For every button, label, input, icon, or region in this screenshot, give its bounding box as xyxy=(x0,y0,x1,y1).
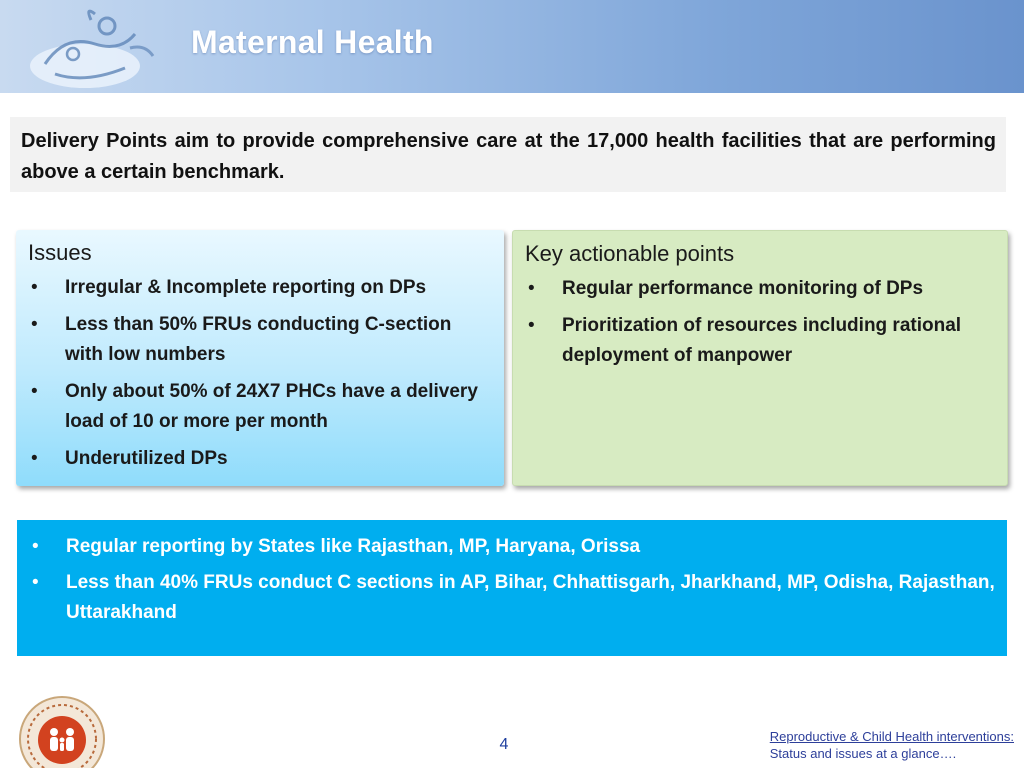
list-item: • Prioritization of resources including rational deployment of manpower xyxy=(525,311,995,371)
list-item: • Less than 50% FRUs conducting C-section with low numbers xyxy=(28,310,492,370)
actions-card xyxy=(512,230,1008,486)
list-item: • Regular performance monitoring of DPs xyxy=(525,274,995,304)
footer-title: Reproductive & Child Health interventions: xyxy=(769,729,1014,744)
bullet-icon: • xyxy=(31,448,38,469)
state-findings-banner xyxy=(17,520,1007,656)
list-item: • Underutilized DPs xyxy=(28,444,492,474)
list-item: • Less than 40% FRUs conduct C sections in AP, Bihar, Chhattisgarh, Jharkhand, MP, Odisha, Rajasthan, Uttarakhand xyxy=(29,568,995,628)
list-item: • Regular reporting by States like Rajasthan, MP, Haryana, Orissa xyxy=(29,532,995,562)
actions-heading: Key actionable points xyxy=(525,241,735,266)
bullet-icon: • xyxy=(31,381,38,402)
intro-box xyxy=(10,117,1006,192)
list-item: • Only about 50% of 24X7 PHCs have a delivery load of 10 or more per month xyxy=(28,377,492,437)
bullet-icon: • xyxy=(31,277,38,298)
issues-card xyxy=(16,230,504,486)
page-title: Maternal Health xyxy=(191,24,434,60)
issues-list xyxy=(28,273,492,474)
actions-list xyxy=(525,274,995,371)
page-number: 4 xyxy=(499,736,509,753)
mother-child-icon xyxy=(25,4,175,92)
bullet-icon: • xyxy=(528,315,535,336)
list-item: • Irregular & Incomplete reporting on DPs xyxy=(28,273,492,303)
bullet-icon: • xyxy=(31,314,38,335)
bullet-icon: • xyxy=(528,278,535,299)
intro-text: Delivery Points aim to provide comprehensive care at the 17,000 health facilities that are performing above a certain benchmark. xyxy=(21,130,996,183)
header-bar xyxy=(0,0,1024,93)
bullet-icon: • xyxy=(32,536,39,557)
issues-heading: Issues xyxy=(28,240,92,265)
footer-subtitle: Status and issues at a glance…. xyxy=(769,746,957,761)
bullet-icon: • xyxy=(32,572,39,593)
findings-list xyxy=(29,532,995,628)
footer-caption xyxy=(770,728,1014,762)
family-emblem-icon xyxy=(17,694,107,768)
